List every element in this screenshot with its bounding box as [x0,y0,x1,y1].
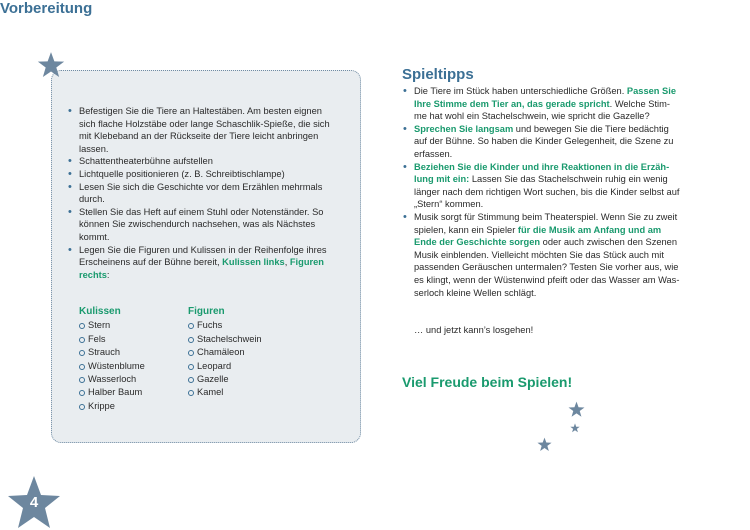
star-icon [570,423,580,433]
page-number: 4 [29,494,39,511]
list-item: Stachelschwein [188,333,262,346]
list-item: Halber Baum [79,386,145,399]
kulissen-column [79,305,145,413]
list-item: Stern [79,319,145,332]
list-item: • Die Tiere im Stück haben unterschiedliche Größen. Passen Sie Ihre Stimme dem Tier an, das gerade spricht. Welche Stim- me hat wohl ein Stachelschwein, wie spricht die Gazelle? [402,85,708,123]
star-icon [537,437,552,452]
list-item: • Lichtquelle positionieren (z. B. Schreibtischlampe) [67,168,350,181]
star-icon [37,51,65,79]
list-item: Wüstenblume [79,360,145,373]
closing-line: … und jetzt kann’s losgehen! [414,325,534,335]
list-item: Gazelle [188,373,262,386]
list-item: Krippe [79,400,145,413]
list-item: Leopard [188,360,262,373]
spieltipps-list [402,85,708,299]
list-item: • Beziehen Sie die Kinder und ihre Reaktionen in die Erzäh- lung mit ein: Lassen Sie das Stachelschwein ruhig ein wenig länger nach dem richtigen Wort suchen, bis die Kinder selbst auf „Stern“ kommen. [402,161,708,211]
list-item: • Musik sorgt für Stimmung beim Theaterspiel. Wenn Sie zu zweit spielen, kann ein Spieler für die Musik am Anfang und am Ende der Geschichte sorgen oder auch zwischen den Szenen Musik einblenden. Vielleicht möchten Sie das Stück auch mit passenden Geräuschen untermalen? Testen Sie vorher aus, wie es klingt, wenn der Wüstenwind pfeift oder das Wasser am Was- serloch kleine Wellen schlägt. [402,211,708,299]
farewell-text: Viel Freude beim Spielen! [402,374,573,390]
list-item: • Stellen Sie das Heft auf einem Stuhl oder Notenständer. So können Sie zwischendurch nachsehen, was als Nächstes kommt. [67,206,350,244]
list-item: • Befestigen Sie die Tiere an Haltestäben. Am besten eignen sich flache Holzstäbe oder lange Schaschlik-Spieße, die sich mit Klebeband an der Rückseite der Tiere leicht anbringen lassen. [67,105,350,155]
figuren-column [188,305,262,400]
list-item: • Legen Sie die Figuren und Kulissen in der Reihenfolge ihres Erscheinens auf der Bühne bereit, Kulissen links, Figuren rechts: [67,244,350,282]
list-item: Wasserloch [79,373,145,386]
list-item: Kamel [188,386,262,399]
list-item: • Sprechen Sie langsam und bewegen Sie die Tiere bedächtig auf der Bühne. So haben die Kinder Gelegenheit, die Szene zu erfassen. [402,123,708,161]
list-item: Fuchs [188,319,262,332]
list-item: • Lesen Sie sich die Geschichte vor dem Erzählen mehrmals durch. [67,181,350,206]
list-item: Fels [79,333,145,346]
vorbereitung-list [67,105,350,281]
vorbereitung-heading: Vorbereitung [0,0,93,17]
list-item: Strauch [79,346,145,359]
figuren-title: Figuren [188,306,225,317]
spieltipps-heading: Spieltipps [402,66,474,83]
star-icon [568,401,585,418]
list-item: • Schattentheaterbühne aufstellen [67,155,350,168]
kulissen-title: Kulissen [79,306,121,317]
list-item: Chamäleon [188,346,262,359]
